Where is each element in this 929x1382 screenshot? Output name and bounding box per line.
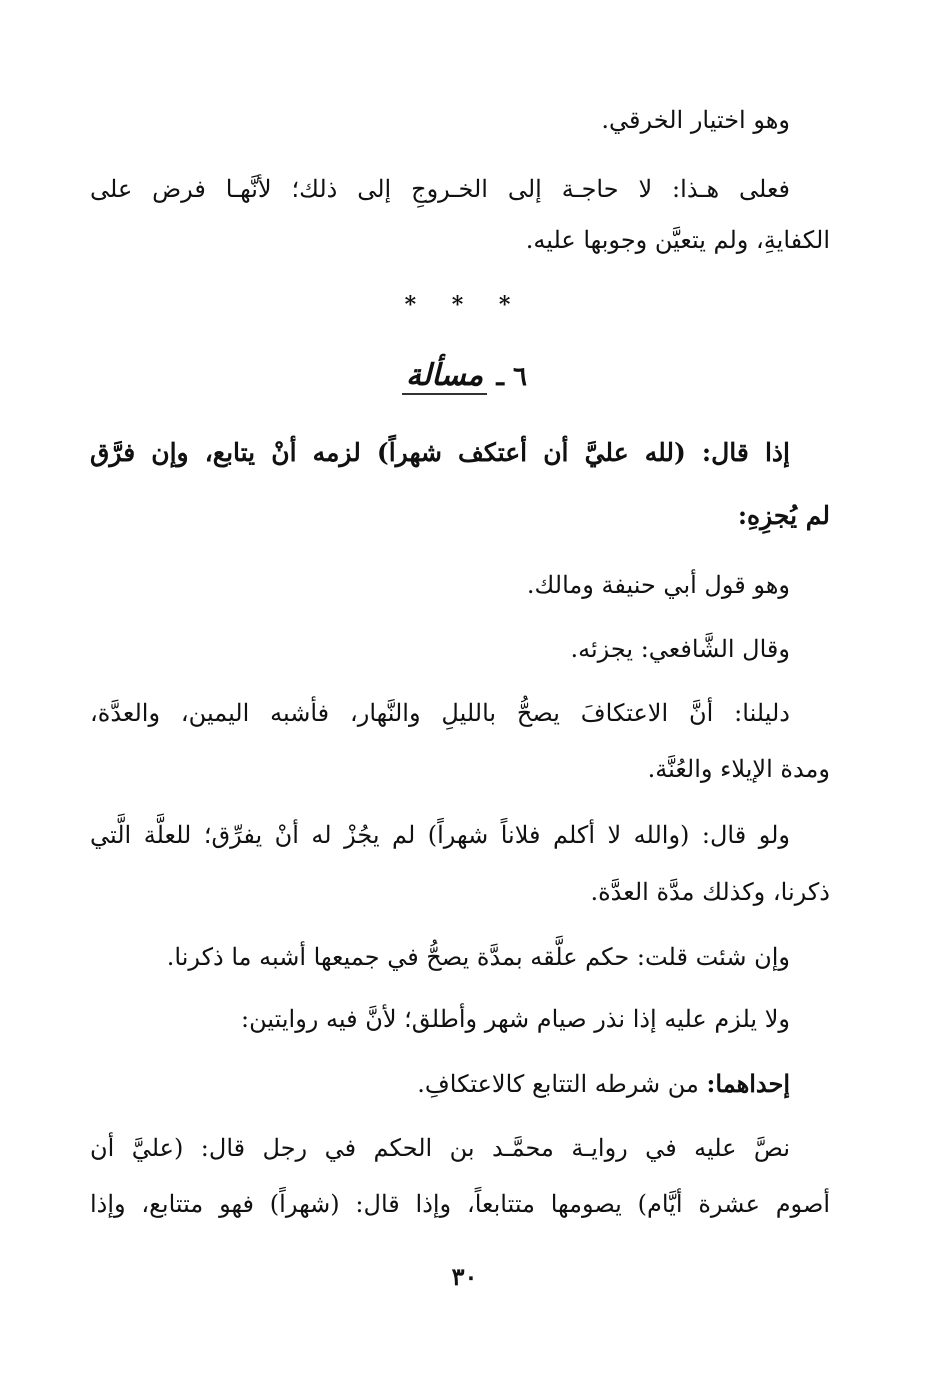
text-line: وهو قول أبي حنيفة ومالك. — [526, 571, 790, 599]
lead-word: إحداهما: — [706, 1069, 790, 1098]
text-line: أصوم عشرة أيَّام) يصومها متتابعاً، وإذا قال: (شهراً) فهو متتابع، وإذا — [90, 1190, 830, 1218]
text-line: وقال الشَّافعي: يجزئه. — [570, 635, 790, 663]
text-line: وهو اختيار الخرقي. — [601, 106, 790, 134]
issue-statement-line: لم يُجزِهِ: — [737, 501, 830, 530]
heading-number: ٦ ـ — [496, 362, 527, 392]
text-line: دليلنا: أنَّ الاعتكافَ يصحُّ بالليلِ والنَّهار، فأشبه اليمين، والعدَّة، — [90, 699, 790, 727]
text-line: ومدة الإيلاء والعُنَّة. — [647, 755, 830, 783]
text-line: الكفايةِ، ولم يتعيَّن وجوبها عليه. — [525, 226, 830, 254]
text-line: ولو قال: (والله لا أكلم فلاناً شهراً) لم يجُزْ له أنْ يفرِّق؛ للعلَّة الَّتي — [90, 821, 790, 849]
text-line: نصَّ عليه في روايـة محمَّـد بن الحكم في رجل قال: (عليَّ أن — [90, 1134, 790, 1162]
text-span: من شرطه التتابع كالاعتكافِ. — [417, 1070, 699, 1098]
text-line: فعلى هـذا: لا حاجـة إلى الخـروجِ إلى ذلك؛ لأنَّهـا فرض على — [90, 175, 790, 203]
text-line: وإن شئت قلت: حكم علَّقه بمدَّة يصحُّ في جميعها أشبه ما ذكرنا. — [166, 943, 790, 971]
text-line: ولا يلزم عليه إذا نذر صيام شهر وأطلق؛ لأنَّ فيه روايتين: — [241, 1005, 790, 1033]
section-heading — [0, 358, 929, 393]
page-number: ٣٠ — [451, 1262, 478, 1291]
section-separator: * * * — [404, 292, 525, 318]
heading-title: مسألة — [402, 358, 487, 395]
text-line: ذكرنا، وكذلك مدَّة العدَّة. — [590, 878, 830, 906]
issue-statement-line: إذا قال: (لله عليَّ أن أعتكف شهراً) لزمه أنْ يتابع، وإن فرَّق — [90, 438, 790, 467]
text-line — [90, 1067, 790, 1101]
